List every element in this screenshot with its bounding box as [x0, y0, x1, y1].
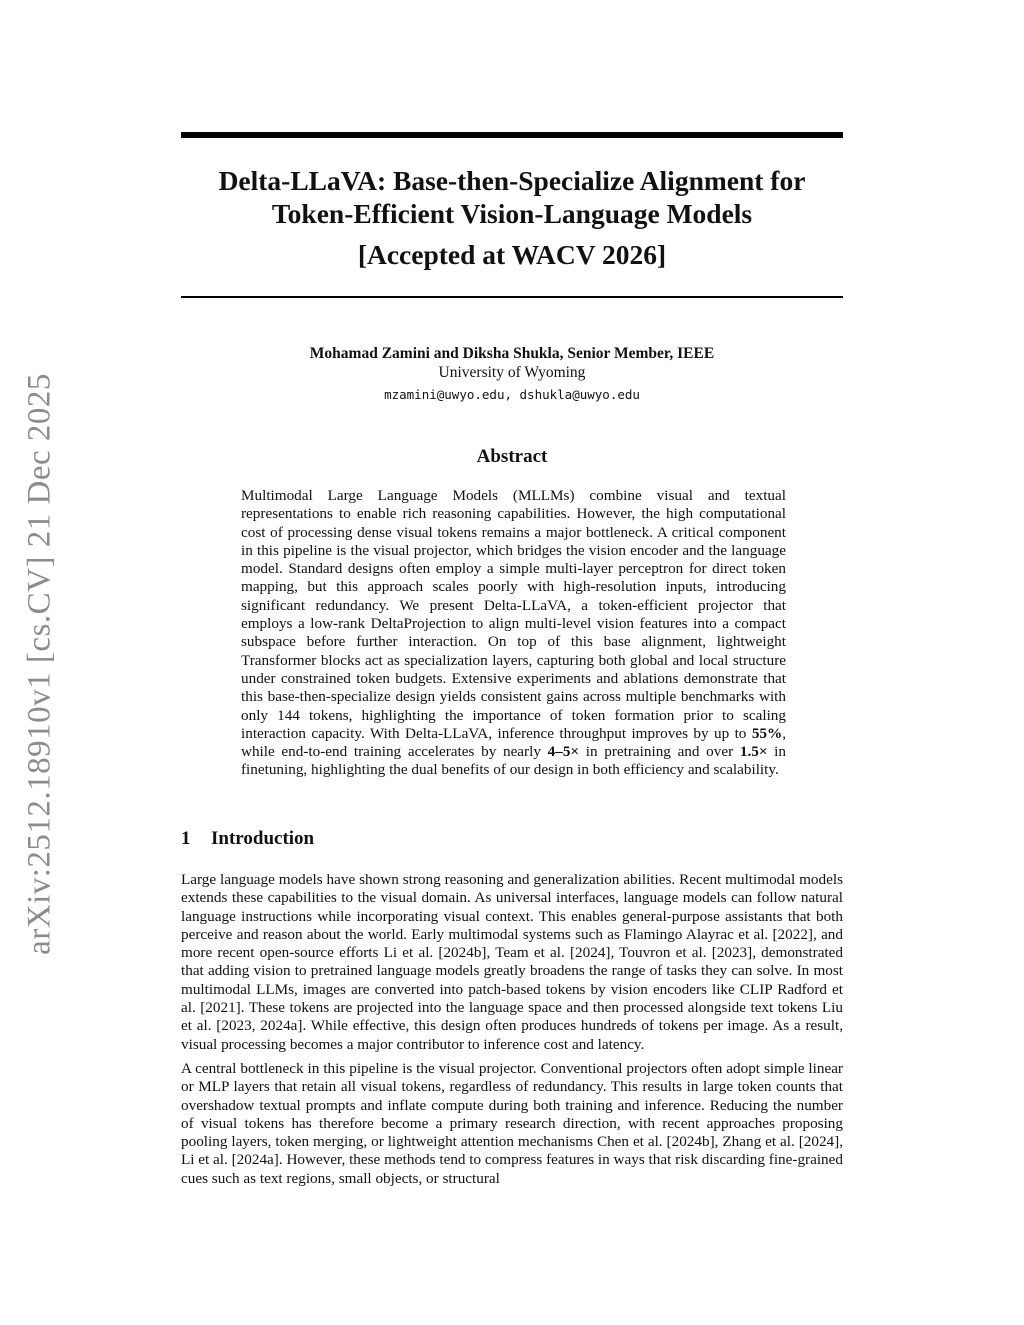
abstract-pretrain-speedup: 4–5×	[547, 743, 580, 761]
abstract-text-4: in pretraining and over	[579, 743, 740, 761]
introduction-paragraph-2: A central bottleneck in this pipeline is the visual projector. Conventional projectors often adopt simple linear or MLP layers that retain all visual tokens, regardless of redundancy. This results in large token counts that overshadow textual prompts and inflate compute during both training and inference. Reducing the number of visual tokens has therefore become a primary research direction, with recent approaches proposing pooling layers, token merging, or lightweight attention mechanisms Chen et al. [2024b], Zhang et al. [2024], Li et al. [2024a]. However, these methods tend to compress features in ways that risk discarding fine-grained cues such as text regions, small objects, or structural	[181, 1059, 843, 1187]
title-top-rule	[181, 132, 843, 138]
introduction-body	[181, 871, 843, 1194]
author-names: Mohamad Zamini and Diksha Shukla, Senior Member, IEEE	[309, 345, 715, 362]
author-affiliation: University of Wyoming	[438, 364, 586, 381]
author-emails: mzamini@uwyo.edu, dshukla@uwyo.edu	[384, 387, 640, 402]
title-bottom-rule	[181, 296, 843, 298]
abstract-finetune-speedup: 1.5×	[739, 743, 768, 761]
paper-title-line-1: Delta-LLaVA: Base-then-Specialize Alignment for	[218, 165, 806, 196]
paper-title-line-2: Token-Efficient Vision-Language Models	[271, 198, 753, 229]
abstract-heading: Abstract	[476, 446, 548, 467]
abstract-text-5: in finetuning, highlighting the dual benefits of our design in both efficiency and scalability.	[241, 743, 786, 779]
abstract-body	[241, 487, 786, 780]
acceptance-note: [Accepted at WACV 2026]	[357, 239, 667, 270]
author-block	[181, 344, 843, 404]
abstract-text-2: tokens, highlighting the importance of token formation prior to scaling interaction capacity. With Delta-LLaVA, inference throughput improves by up to	[241, 706, 786, 742]
abstract-text-1: Multimodal Large Language Models (MLLMs) combine visual and textual representations to enable rich reasoning capabilities. However, the high computational cost of processing dense visual tokens remains a major bottleneck. A critical component in this pipeline is the visual projector, which bridges the vision encoder and the language model. Standard designs often employ a simple multi-layer perceptron for direct token mapping, but this approach scales poorly with high-resolution inputs, introducing significant redundancy. We present Delta-LLaVA, a token-efficient projector that employs a low-rank DeltaProjection to align multi-level vision features into a compact subspace before further interaction. On top of this base alignment, lightweight Transformer blocks act as specialization layers, capturing both global and local structure under constrained token budgets. Extensive experiments and ablations demonstrate that this base-then-specialize design yields consistent gains across multiple benchmarks with only	[241, 487, 786, 724]
section-heading-introduction	[181, 828, 314, 850]
arxiv-identifier-stamp: arXiv:2512.18910v1 [cs.CV] 21 Dec 2025	[21, 373, 58, 955]
abstract-text-3: , while end-to-end training accelerates by nearly	[241, 724, 786, 761]
section-title: Introduction	[211, 828, 315, 849]
paper-title	[181, 164, 843, 230]
section-number: 1	[181, 828, 191, 849]
introduction-paragraph-1: Large language models have shown strong reasoning and generalization abilities. Recent multimodal models extends these capabilities to the visual domain. As universal interfaces, language models can follow natural language instructions while incorporating visual context. This enables general-purpose assistants that both perceive and reason about the world. Early multimodal systems such as Flamingo Alayrac et al. [2022], and more recent open-source efforts Li et al. [2024b], Team et al. [2024], Touvron et al. [2023], demonstrated that adding vision to pretrained language models greatly broadens the range of tasks they can solve. In most multimodal LLMs, images are converted into patch-based tokens by vision encoders like CLIP Radford et al. [2021]. These tokens are projected into the language space and then processed alongside text tokens Liu et al. [2023, 2024a]. While effective, this design often produces hundreds of tokens per image. As a result, visual processing becomes a major contributor to inference cost and latency.	[181, 871, 843, 1053]
abstract-throughput-gain: 55%	[751, 724, 783, 742]
abstract-token-count: 144	[277, 706, 300, 724]
